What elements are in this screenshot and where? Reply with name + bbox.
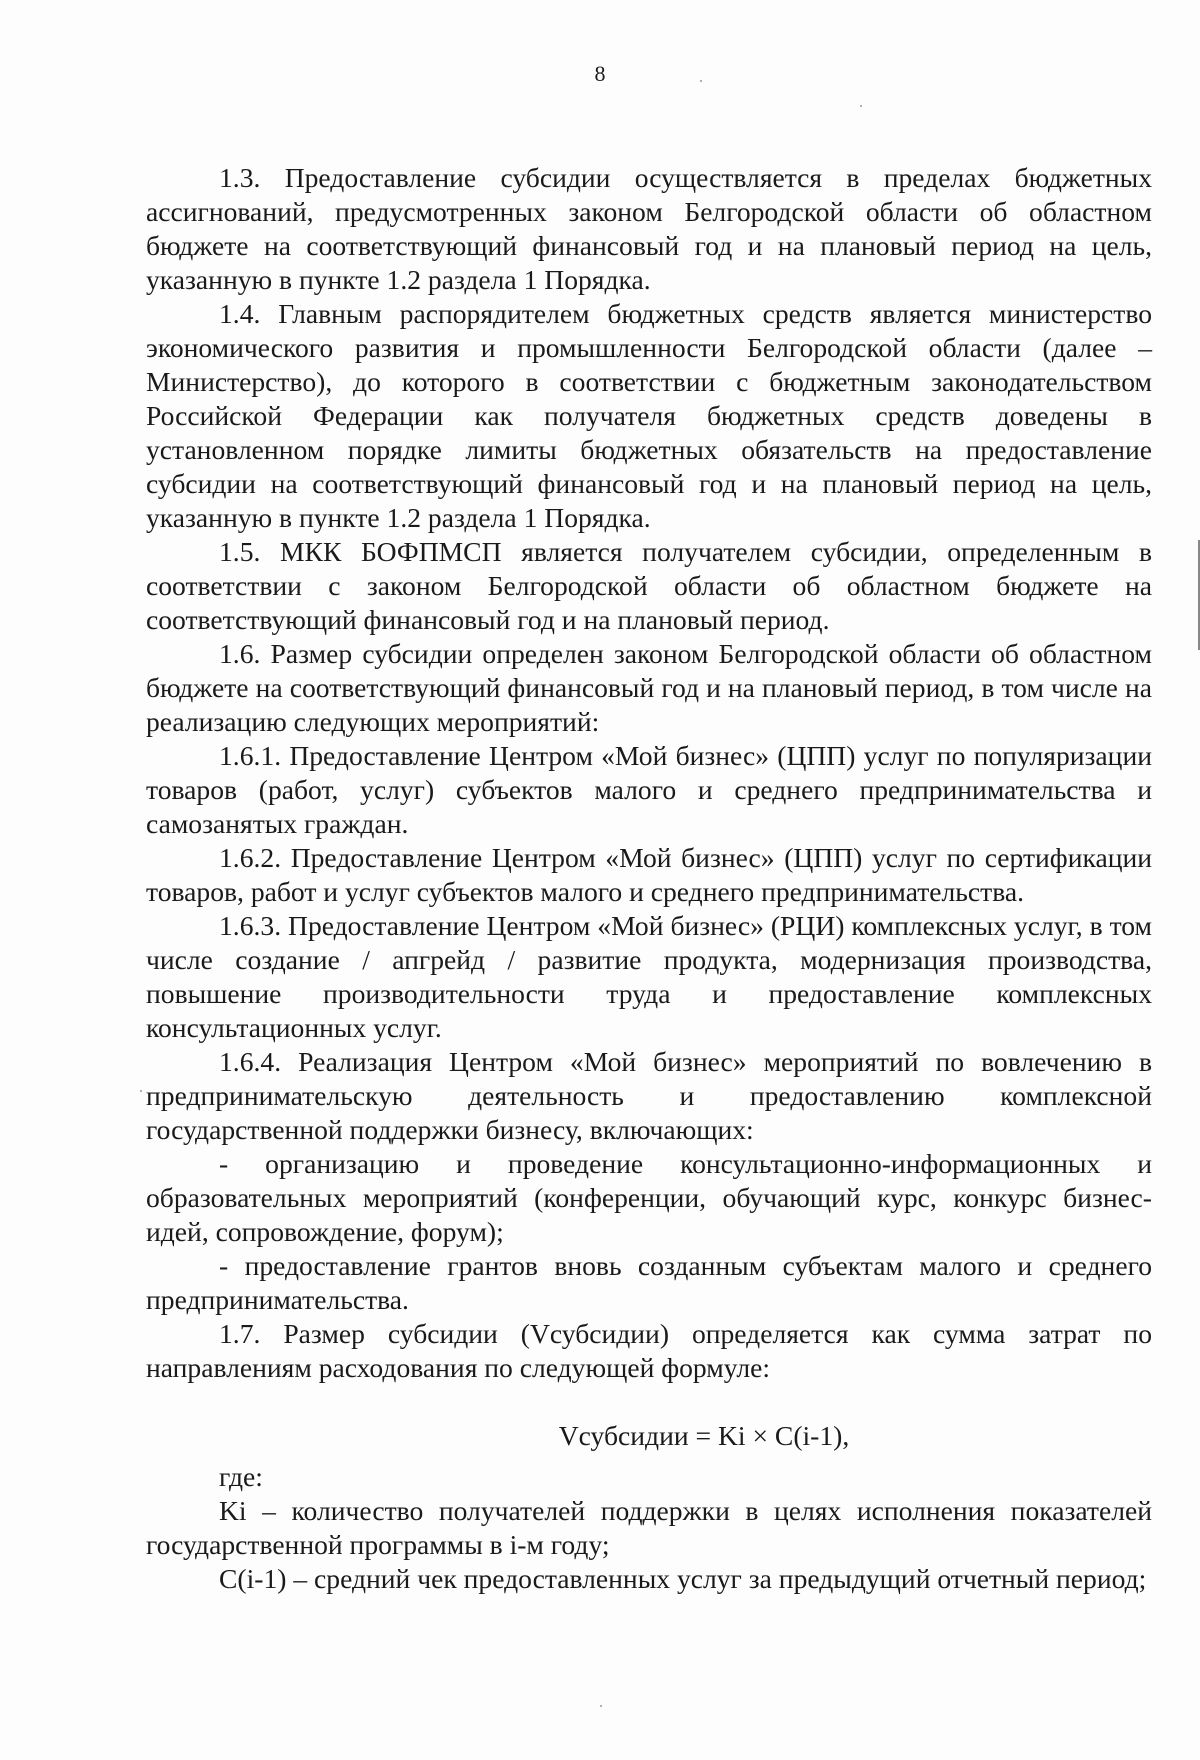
page-number: 8 [594,61,606,86]
paragraph-1-6-1: 1.6.1. Предоставление Центром «Мой бизнес» (ЦПП) услуг по популяризации товаров (работ, услуг) субъектов малого и среднего предпринимательства и самозанятых граждан. [146,740,1152,839]
scan-speck [860,105,862,107]
subsidy-formula: Vсубсидии = Ki × C(i-1), [558,1420,850,1451]
document-body [146,161,1152,1596]
paragraph-1-4: 1.4. Главным распорядителем бюджетных средств является министерство экономического развития и промышленности Белгородской области (далее – Министерство), до которого в соответствии с бюджетным законодательством Российской Федерации как получателя бюджетных средств доведены в установленном порядке лимиты бюджетных обязательств на предоставление субсидии на соответствующий финансовый год и на плановый период на цель, указанную в пункте 1.2 раздела 1 Порядка. [146,298,1152,533]
list-item-grants: - предоставление грантов вновь созданным субъектам малого и среднего предпринимательства. [146,1250,1152,1315]
scan-speck [700,80,702,82]
paragraph-1-6-4: 1.6.4. Реализация Центром «Мой бизнес» мероприятий по вовлечению в предпринимательскую деятельность и предоставлению комплексной государственной поддержки бизнесу, включающих: [146,1046,1152,1145]
definition-ki: Ki – количество получателей поддержки в целях исполнения показателей государственной программы в i-м году; [146,1495,1152,1560]
paragraph-1-3: 1.3. Предоставление субсидии осуществляется в пределах бюджетных ассигнований, предусмотренных законом Белгородской области об областном бюджете на соответствующий финансовый год и на плановый период на цель, указанную в пункте 1.2 раздела 1 Порядка. [146,162,1152,295]
paragraph-1-6-3: 1.6.3. Предоставление Центром «Мой бизнес» (РЦИ) комплексных услуг, в том числе создание / апгрейд / развитие продукта, модернизация производства, повышение производительности труда и предоставление комплексных консультационных услуг. [146,910,1152,1043]
scan-speck [140,1090,142,1092]
paragraph-1-6-2: 1.6.2. Предоставление Центром «Мой бизнес» (ЦПП) услуг по сертификации товаров, работ и услуг субъектов малого и среднего предпринимательства. [146,842,1152,907]
list-item-events: - организацию и проведение консультационно-информационных и образовательных мероприятий (конференции, обучающий курс, конкурс бизнес-идей, сопровождение, форум); [146,1148,1152,1247]
definitions-intro: где: [219,1461,263,1492]
paragraph-1-6: 1.6. Размер субсидии определен законом Белгородской области об областном бюджете на соответствующий финансовый год и на плановый период, в том числе на реализацию следующих мероприятий: [146,638,1152,737]
definition-c: C(i-1) – средний чек предоставленных услуг за предыдущий отчетный период; [219,1563,1147,1594]
scan-speck [600,1705,602,1707]
paragraph-1-7: 1.7. Размер субсидии (Vсубсидии) определяется как сумма затрат по направлениям расходования по следующей формуле: [146,1318,1152,1383]
paragraph-1-5: 1.5. МКК БОФПМСП является получателем субсидии, определенным в соответствии с законом Белгородской области об областном бюджете на соответствующий финансовый год и на плановый период. [146,536,1152,635]
